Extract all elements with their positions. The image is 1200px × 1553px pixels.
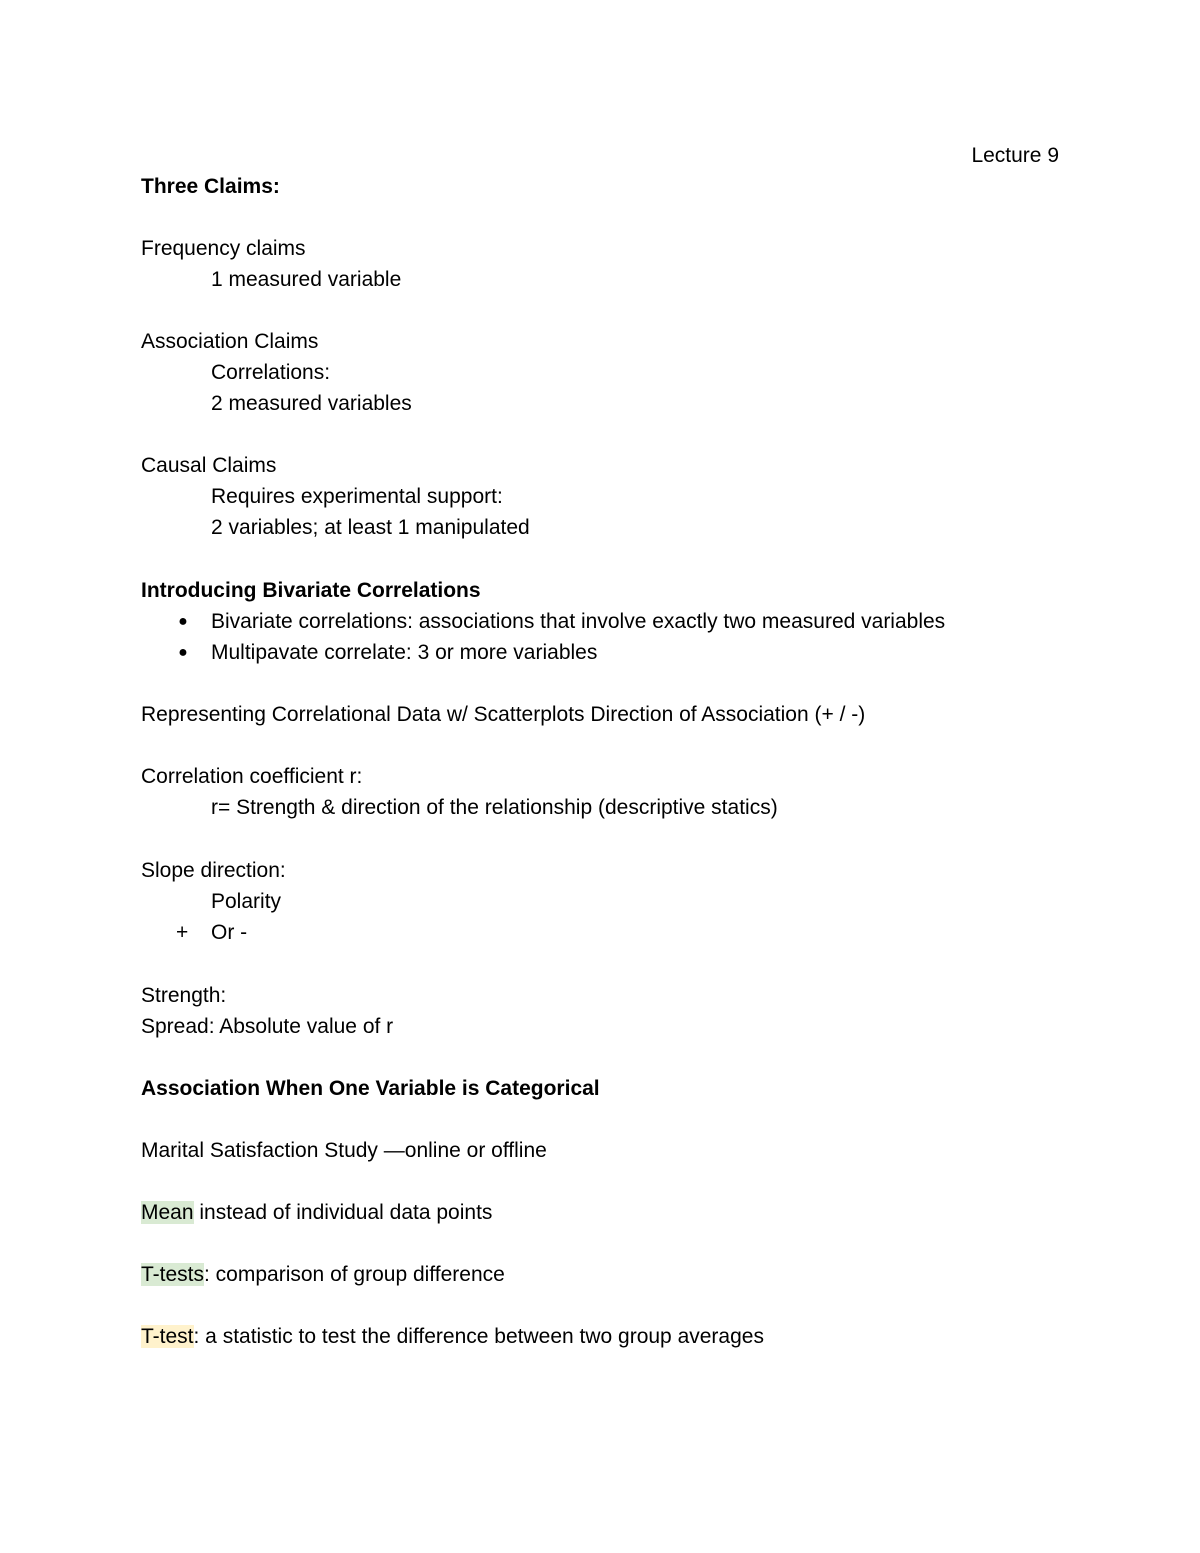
bivariate-heading: Introducing Bivariate Correlations [141,579,481,602]
causal-claims-detail-1: Requires experimental support: [211,485,503,508]
association-claims-detail-1: Correlations: [211,361,331,384]
ttest-rest: : a statistic to test the difference between two group averages [193,1325,764,1348]
three-claims-heading: Three Claims: [141,175,280,198]
spread-line: Spread: Absolute value of r [141,1015,394,1038]
frequency-claims-title: Frequency claims [141,237,306,260]
strength-title: Strength: [141,984,227,1007]
association-claims-title: Association Claims [141,330,319,353]
slope-polarity: Polarity [211,890,282,913]
causal-claims-title: Causal Claims [141,454,277,477]
slope-direction-title: Slope direction: [141,859,286,882]
frequency-claims-detail: 1 measured variable [211,268,402,291]
mean-line [141,1197,492,1228]
mean-highlight: Mean [141,1201,194,1224]
ttests-rest: : comparison of group difference [204,1263,505,1286]
marital-study-line: Marital Satisfaction Study —online or offline [141,1139,547,1162]
correlation-coefficient-detail: r= Strength & direction of the relationship (descriptive statics) [211,796,778,819]
association-claims-detail-2: 2 measured variables [211,392,412,415]
causal-claims-detail-2: 2 variables; at least 1 manipulated [211,516,530,539]
ttests-highlight: T-tests [141,1263,205,1286]
bivariate-bullet-2: Multipavate correlate: 3 or more variables [211,641,598,664]
ttest-line [141,1321,764,1352]
scatterplot-line: Representing Correlational Data w/ Scatterplots Direction of Association (+ / -) [141,703,866,726]
bullet-icon: ● [178,644,188,661]
slope-or-minus: Or - [211,921,248,944]
bullet-icon: ● [178,613,188,630]
correlation-coefficient-title: Correlation coefficient r: [141,765,363,788]
mean-rest: instead of individual data points [193,1201,493,1224]
plus-sign: + [176,921,189,944]
ttests-line [141,1259,505,1290]
lecture-number: Lecture 9 [971,144,1059,167]
categorical-heading: Association When One Variable is Categorical [141,1077,600,1100]
ttest-highlight: T-test [141,1325,194,1348]
bivariate-bullet-1: Bivariate correlations: associations that involve exactly two measured variables [211,610,946,633]
